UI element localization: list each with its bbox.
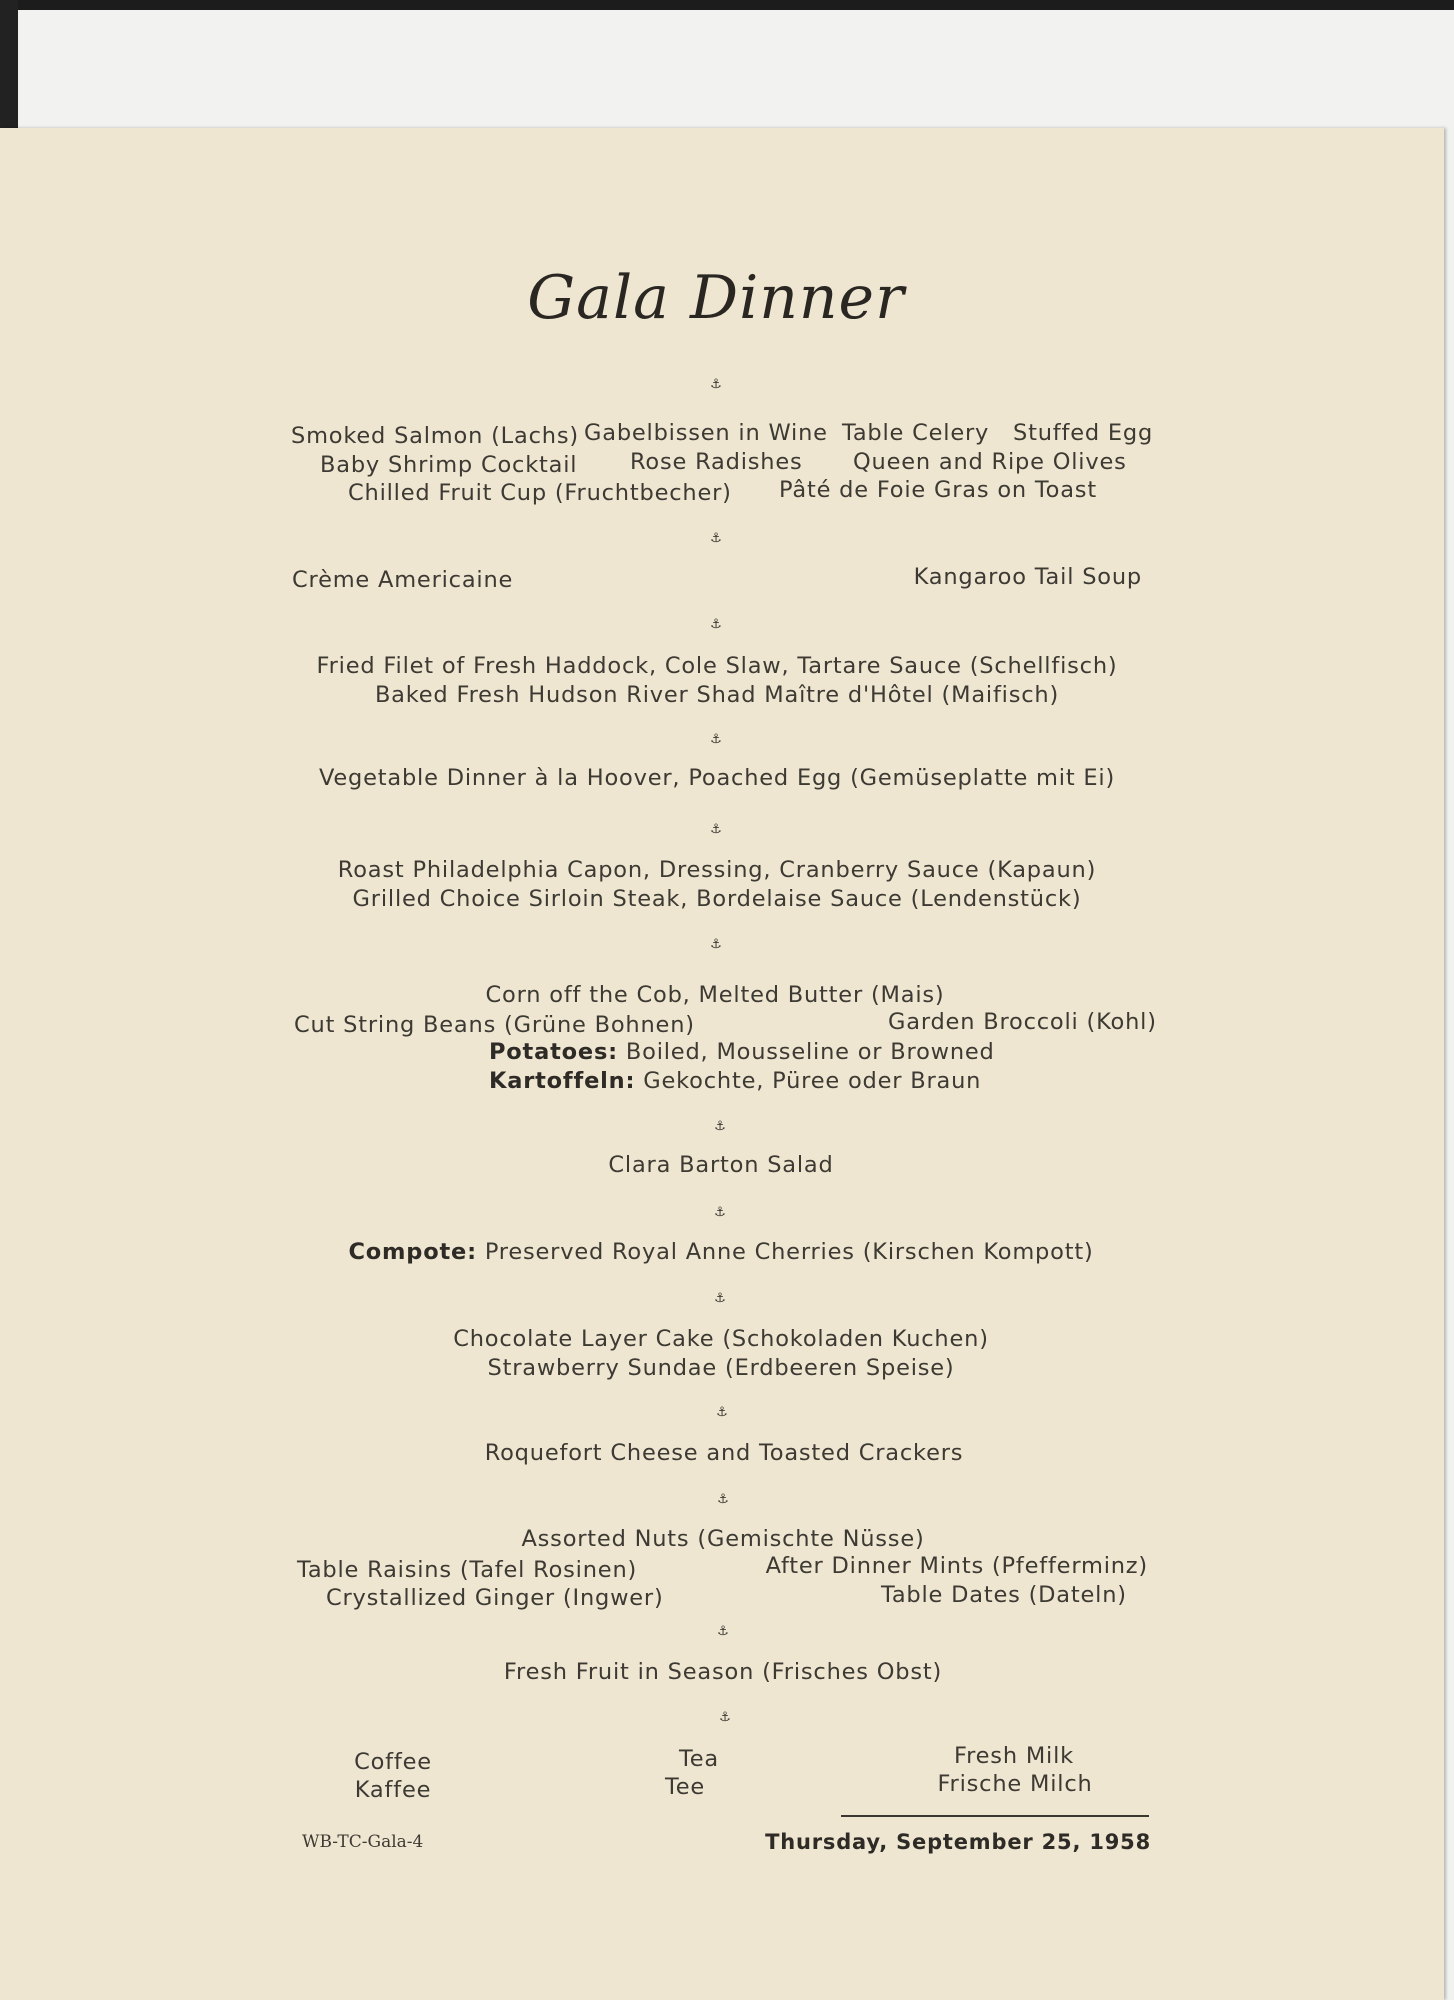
side-item: Cut String Beans (Grüne Bohnen) xyxy=(294,1012,695,1038)
appetizer-item: Gabelbissen in Wine xyxy=(584,420,828,446)
anchor-icon: ⚓ xyxy=(710,937,722,952)
anchor-icon: ⚓ xyxy=(710,822,722,837)
appetizer-item: Baby Shrimp Cocktail xyxy=(320,452,578,478)
appetizer-item: Table Celery xyxy=(842,420,990,446)
soup-item: Kangaroo Tail Soup xyxy=(913,564,1142,590)
nuts-item: Table Dates (Dateln) xyxy=(881,1582,1127,1608)
potatoes-line xyxy=(489,1041,995,1064)
anchor-icon: ⚓ xyxy=(710,531,722,546)
anchor-icon: ⚓ xyxy=(716,1405,728,1420)
anchor-icon: ⚓ xyxy=(714,1291,726,1306)
potatoes-label: Potatoes: xyxy=(489,1039,618,1065)
potatoes-text: Boiled, Mousseline or Browned xyxy=(625,1039,995,1065)
compote-line xyxy=(348,1241,1093,1264)
anchor-icon: ⚓ xyxy=(710,377,722,392)
salad-item: Clara Barton Salad xyxy=(608,1152,834,1178)
appetizer-item: Smoked Salmon (Lachs) xyxy=(291,423,579,449)
nuts-item: After Dinner Mints (Pfefferminz) xyxy=(765,1553,1148,1579)
anchor-icon: ⚓ xyxy=(714,1119,726,1134)
anchor-icon: ⚓ xyxy=(717,1624,729,1639)
appetizer-item: Stuffed Egg xyxy=(1013,420,1154,446)
menu-code: WB-TC-Gala-4 xyxy=(302,1832,424,1852)
vegetable-dinner-item: Vegetable Dinner à la Hoover, Poached Egg (Gemüseplatte mit Ei) xyxy=(318,765,1116,791)
beverage-item: Tea xyxy=(679,1746,719,1772)
anchor-icon: ⚓ xyxy=(719,1710,731,1725)
fish-item: Baked Fresh Hudson River Shad Maître d'Hôtel (Maifisch) xyxy=(374,682,1060,708)
scan-top-border xyxy=(0,0,1454,10)
anchor-icon: ⚓ xyxy=(714,1205,726,1220)
scan-left-border xyxy=(0,0,18,135)
compote-label: Compote: xyxy=(348,1239,477,1265)
kartoffeln-label: Kartoffeln: xyxy=(489,1068,636,1094)
menu-date: Thursday, September 25, 1958 xyxy=(765,1830,1151,1854)
appetizer-item: Rose Radishes xyxy=(630,449,803,475)
anchor-icon: ⚓ xyxy=(717,1492,729,1507)
kartoffeln-line xyxy=(489,1070,981,1093)
cheese-item: Roquefort Cheese and Toasted Crackers xyxy=(484,1440,964,1466)
dessert-item: Strawberry Sundae (Erdbeeren Speise) xyxy=(487,1355,955,1381)
appetizer-item: Pâté de Foie Gras on Toast xyxy=(779,477,1097,503)
beverage-item: Kaffee xyxy=(354,1777,432,1803)
beverage-item: Tee xyxy=(664,1774,706,1800)
fish-item: Fried Filet of Fresh Haddock, Cole Slaw, Tartare Sauce (Schellfisch) xyxy=(316,653,1118,679)
nuts-item: Table Raisins (Tafel Rosinen) xyxy=(297,1557,638,1583)
dessert-item: Chocolate Layer Cake (Schokoladen Kuchen) xyxy=(453,1326,989,1352)
main-course-item: Roast Philadelphia Capon, Dressing, Cranberry Sauce (Kapaun) xyxy=(337,857,1097,883)
beverage-item: Frische Milch xyxy=(937,1771,1093,1797)
side-item: Garden Broccoli (Kohl) xyxy=(888,1009,1157,1035)
anchor-icon: ⚓ xyxy=(710,617,722,632)
soup-item: Crème Americaine xyxy=(292,567,514,593)
compote-text: Preserved Royal Anne Cherries (Kirschen Kompott) xyxy=(484,1239,1094,1265)
anchor-icon: ⚓ xyxy=(710,732,722,747)
beverage-item: Fresh Milk xyxy=(954,1743,1074,1769)
menu-title: Gala Dinner xyxy=(527,263,905,333)
nuts-item: Assorted Nuts (Gemischte Nüsse) xyxy=(521,1526,925,1552)
footer-rule xyxy=(841,1815,1149,1817)
kartoffeln-text: Gekochte, Püree oder Braun xyxy=(643,1068,982,1094)
beverage-item: Coffee xyxy=(354,1749,432,1775)
appetizer-item: Chilled Fruit Cup (Fruchtbecher) xyxy=(348,480,732,506)
fruit-item: Fresh Fruit in Season (Frisches Obst) xyxy=(503,1659,943,1685)
appetizer-item: Queen and Ripe Olives xyxy=(853,449,1127,475)
main-course-item: Grilled Choice Sirloin Steak, Bordelaise Sauce (Lendenstück) xyxy=(352,886,1082,912)
nuts-item: Crystallized Ginger (Ingwer) xyxy=(326,1585,664,1611)
side-item: Corn off the Cob, Melted Butter (Mais) xyxy=(485,982,945,1008)
